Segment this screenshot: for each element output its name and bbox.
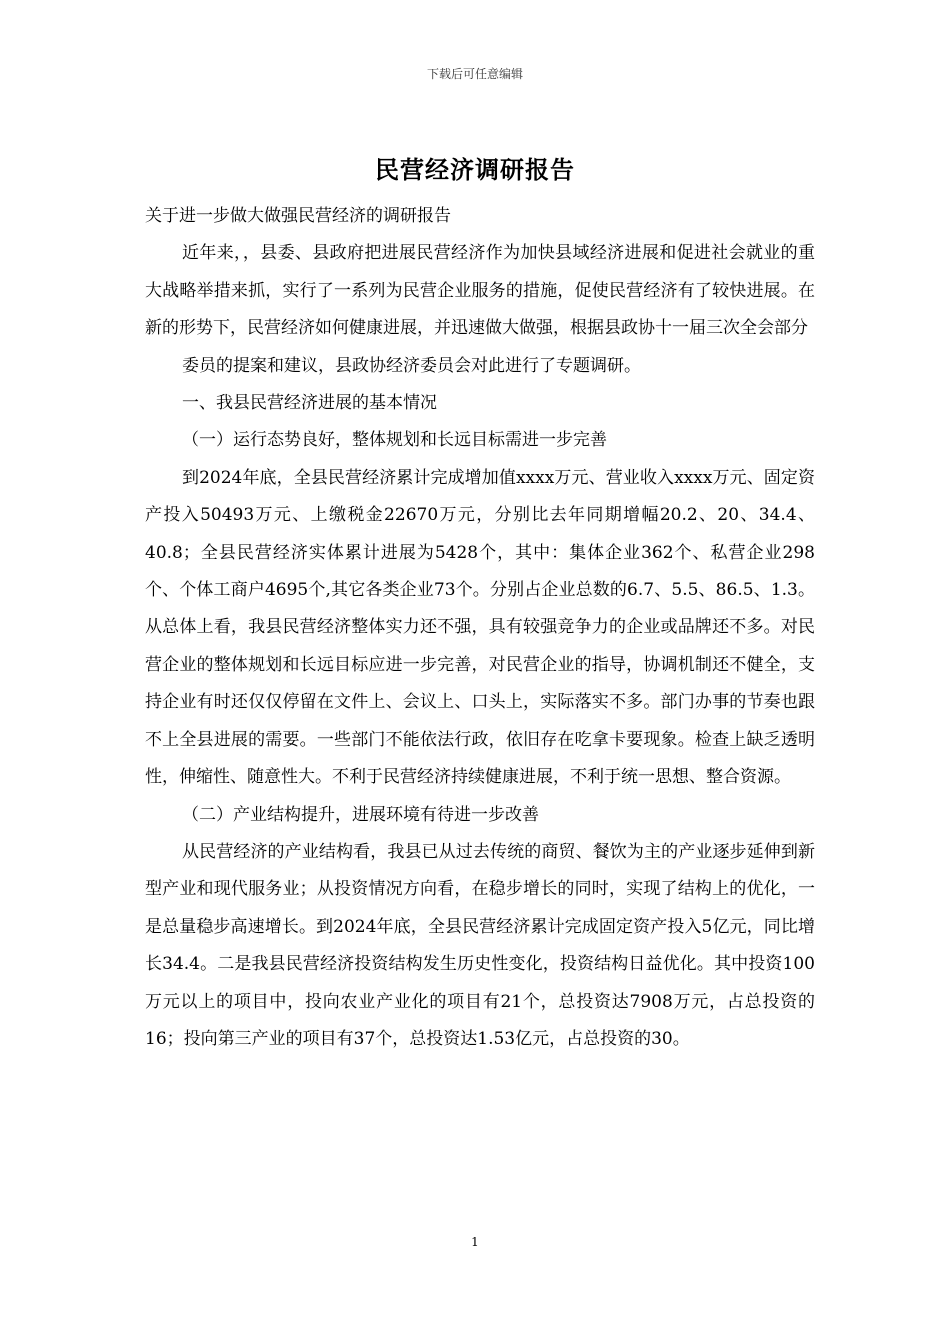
body-paragraph: 从民营经济的产业结构看，我县已从过去传统的商贸、餐饮为主的产业逐步延伸到新型产业和现代服务业；从投资情况方向看，在稳步增长的同时，实现了结构上的优化，一是总量稳步高速增长。到2024年底，全县民营经济累计完成固定资产投入5亿元，同比增长34.4。二是我县民营经济投资结构发生历史性变化，投资结构日益优化。其中投资100万元以上的项目中，投向农业产业化的项目有21个，总投资达7908万元，占总投资的16；投向第三产业的项目有37个，总投资达1.53亿元，占总投资的30。 <box>145 841 815 1049</box>
page-header: 下载后可任意编辑 <box>426 67 523 81</box>
body-paragraph: 委员的提案和建议，县政协经济委员会对此进行了专题调研。 <box>182 355 641 376</box>
document-title: 民营经济调研报告 <box>375 155 575 184</box>
body-paragraph: 到2024年底，全县民营经济累计完成增加值xxxx万元、营业收入xxxx万元、固定资产投入50493万元、上缴税金22670万元，分别比去年同期增幅20.2、20、34.4、40.8；全县民营经济实体累计进展为5428个，其中：集体企业362个、私营企业298个、个体工商户4695个,其它各类企业73个。分别占企业总数的6.7、5.5、86.5、1.3。从总体上看，我县民营经济整体实力还不强，具有较强竞争力的企业或品牌还不多。对民营企业的整体规划和长远目标应进一步完善，对民营企业的指导，协调机制还不健全，支持企业有时还仅仅停留在文件上、会议上、口头上，实际落实不多。部门办事的节奏也跟不上全县进展的需要。一些部门不能依法行政，依旧存在吃拿卡要现象。检查上缺乏透明性，伸缩性、随意性大。不利于民营经济持续健康进展，不利于统一思想、整合资源。 <box>145 467 815 788</box>
section-heading: 一、我县民营经济进展的基本情况 <box>182 393 437 414</box>
subsection-heading: （一）运行态势良好，整体规划和长远目标需进一步完善 <box>182 430 607 451</box>
subtitle-paragraph: 关于进一步做大做强民营经济的调研报告 <box>145 206 451 226</box>
page-number: 1 <box>471 1235 479 1249</box>
document-body <box>145 198 815 1058</box>
subsection-heading: （二）产业结构提升，进展环境有待进一步改善 <box>182 804 539 825</box>
body-paragraph: 近年来，，县委、县政府把进展民营经济作为加快县域经济进展和促进社会就业的重大战略举措来抓，实行了一系列为民营企业服务的措施，促使民营经济有了较快进展。在新的形势下，民营经济如何健康进展，并迅速做大做强，根据县政协十一届三次全会部分 <box>145 243 815 339</box>
